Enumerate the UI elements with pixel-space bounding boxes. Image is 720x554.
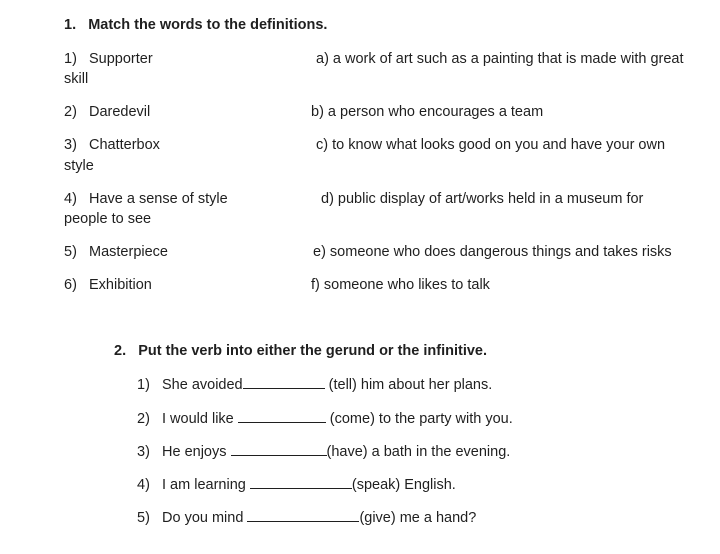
section-2-heading bbox=[114, 343, 487, 359]
exercise-number: 3) bbox=[137, 444, 150, 460]
definition-d: d) public display of art/works held in a museum for bbox=[321, 191, 644, 207]
answer-blank[interactable] bbox=[243, 376, 325, 389]
word-number: 5) bbox=[64, 244, 77, 260]
exercise-text-after: (have) a bath in the evening. bbox=[326, 444, 511, 460]
exercise-item-5 bbox=[137, 509, 476, 526]
exercise-item-3 bbox=[137, 443, 510, 460]
exercise-number: 2) bbox=[137, 411, 150, 427]
exercise-text-after: (come) to the party with you. bbox=[325, 411, 513, 427]
word-item-6 bbox=[64, 277, 152, 293]
word-text: Daredevil bbox=[89, 104, 151, 120]
exercise-number: 5) bbox=[137, 510, 150, 526]
section-2-number: 2. bbox=[114, 343, 127, 359]
definition-d-wrap: people to see bbox=[64, 211, 152, 227]
exercise-text-before: I would like bbox=[162, 411, 238, 427]
word-text: Have a sense of style bbox=[89, 191, 228, 207]
word-item-5 bbox=[64, 244, 168, 260]
exercise-text-after: (speak) English. bbox=[351, 477, 456, 493]
section-1-title: Match the words to the definitions. bbox=[88, 17, 328, 33]
word-text: Masterpiece bbox=[89, 244, 168, 260]
definition-a: a) a work of art such as a painting that is made with great bbox=[316, 51, 684, 67]
answer-blank[interactable] bbox=[231, 443, 327, 456]
definition-e: e) someone who does dangerous things and takes risks bbox=[313, 244, 672, 260]
answer-blank[interactable] bbox=[250, 476, 352, 489]
word-item-2 bbox=[64, 104, 150, 120]
exercise-text-before: I am learning bbox=[162, 477, 250, 493]
section-1-heading bbox=[64, 17, 327, 33]
word-number: 4) bbox=[64, 191, 77, 207]
definition-c-wrap: style bbox=[64, 158, 94, 174]
exercise-item-4 bbox=[137, 476, 456, 493]
section-2-title: Put the verb into either the gerund or the infinitive. bbox=[138, 343, 488, 359]
exercise-text-before: Do you mind bbox=[162, 510, 248, 526]
word-item-4 bbox=[64, 191, 228, 207]
definition-c: c) to know what looks good on you and have your own bbox=[316, 137, 666, 153]
word-number: 6) bbox=[64, 277, 77, 293]
definition-a-wrap: skill bbox=[64, 71, 89, 87]
exercise-number: 1) bbox=[137, 377, 150, 393]
word-number: 2) bbox=[64, 104, 77, 120]
exercise-text-before: He enjoys bbox=[162, 444, 231, 460]
definition-b: b) a person who encourages a team bbox=[311, 104, 544, 120]
answer-blank[interactable] bbox=[238, 410, 326, 423]
exercise-text-after: (tell) him about her plans. bbox=[328, 377, 493, 393]
section-1-number: 1. bbox=[64, 17, 77, 33]
exercise-text-before: She avoided bbox=[162, 377, 243, 393]
word-number: 3) bbox=[64, 137, 77, 153]
definition-f: f) someone who likes to talk bbox=[311, 277, 490, 293]
exercise-text-after: (give) me a hand? bbox=[359, 510, 477, 526]
word-text: Chatterbox bbox=[89, 137, 160, 153]
answer-blank[interactable] bbox=[247, 509, 359, 522]
word-text: Exhibition bbox=[89, 277, 152, 293]
word-item-3 bbox=[64, 137, 160, 153]
exercise-item-2 bbox=[137, 410, 513, 427]
word-item-1 bbox=[64, 51, 153, 67]
word-number: 1) bbox=[64, 51, 77, 67]
word-text: Supporter bbox=[89, 51, 153, 67]
exercise-number: 4) bbox=[137, 477, 150, 493]
exercise-item-1 bbox=[137, 376, 492, 393]
